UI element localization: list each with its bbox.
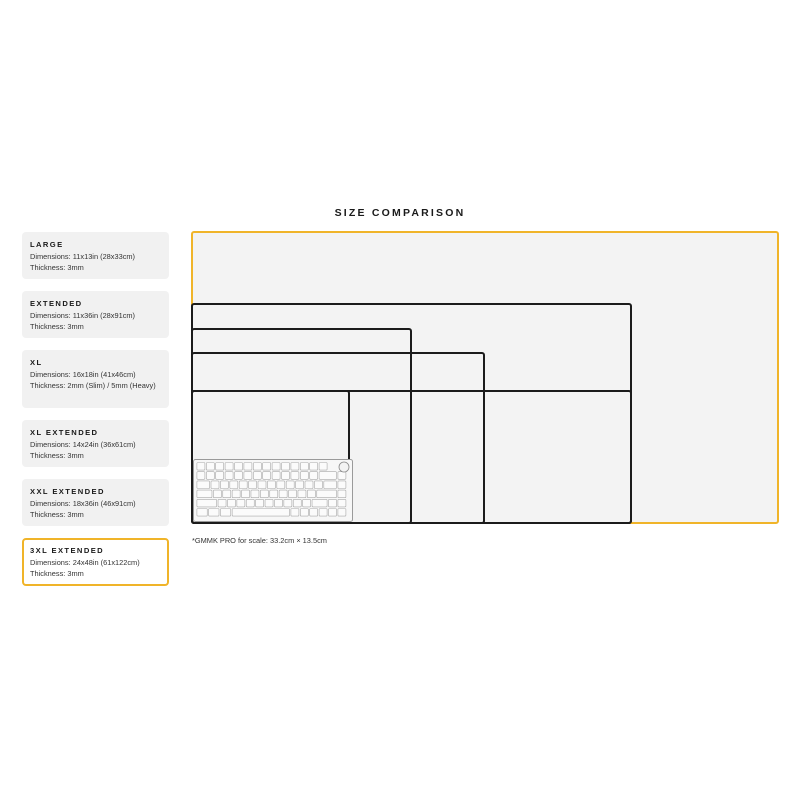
keycap <box>277 481 285 489</box>
size-option-xl[interactable] <box>22 350 169 408</box>
keycap <box>225 472 233 480</box>
size-option-name: XL <box>30 358 43 367</box>
keycap <box>307 490 315 498</box>
keycap <box>197 509 207 517</box>
size-comparison-title: SIZE COMPARISON <box>334 207 466 219</box>
keycap <box>291 509 299 517</box>
keycap <box>314 481 322 489</box>
keycap <box>197 481 210 489</box>
keycap <box>237 499 245 507</box>
keycap <box>220 481 228 489</box>
keycap <box>235 472 243 480</box>
size-option-thickness: Thickness: 3mm <box>30 322 84 332</box>
keycap <box>329 509 337 517</box>
keycap <box>239 481 247 489</box>
keycap <box>253 463 261 471</box>
keycap <box>272 463 280 471</box>
size-option-dimensions: Dimensions: 18x36in (46x91cm) <box>30 499 136 509</box>
keycap <box>258 481 266 489</box>
keycap <box>303 499 311 507</box>
size-option-name: EXTENDED <box>30 299 83 308</box>
keycap <box>338 509 346 517</box>
keycap <box>310 509 318 517</box>
scale-footnote: *GMMK PRO for scale: 33.2cm × 13.5cm <box>192 536 327 545</box>
keycap <box>284 499 292 507</box>
keycap <box>230 481 238 489</box>
keycap <box>209 509 219 517</box>
keycap <box>319 472 336 480</box>
keycap <box>282 472 290 480</box>
size-option-xxl-extended[interactable] <box>22 479 169 526</box>
size-option-thickness: Thickness: 2mm (Slim) / 5mm (Heavy) <box>30 381 156 391</box>
keycap <box>232 509 289 517</box>
size-option-dimensions: Dimensions: 24x48in (61x122cm) <box>30 558 140 568</box>
keycap <box>253 472 261 480</box>
keycap <box>312 499 327 507</box>
keycap <box>242 490 250 498</box>
keycap <box>274 499 282 507</box>
keycap <box>244 472 252 480</box>
keycap <box>216 463 224 471</box>
keycap <box>291 472 299 480</box>
keycap <box>197 490 212 498</box>
size-option-extended[interactable] <box>22 291 169 338</box>
keycap <box>310 463 318 471</box>
keycap <box>263 472 271 480</box>
keycap <box>232 490 240 498</box>
keycap <box>324 481 337 489</box>
keycap <box>218 499 226 507</box>
keycap <box>267 481 275 489</box>
keycap <box>319 509 327 517</box>
keyboard-image <box>193 459 353 522</box>
size-option-thickness: Thickness: 3mm <box>30 510 84 520</box>
keycap <box>319 463 327 471</box>
keycap <box>286 481 294 489</box>
keycap <box>211 481 219 489</box>
keycap <box>223 490 231 498</box>
keycap <box>244 463 252 471</box>
size-option-dimensions: Dimensions: 11x13in (28x33cm) <box>30 252 136 262</box>
rotary-knob-icon <box>339 462 349 472</box>
keycap <box>235 463 243 471</box>
size-option-name: XXL EXTENDED <box>30 487 105 496</box>
keycap <box>317 490 337 498</box>
keycap <box>206 472 214 480</box>
keycap <box>329 499 337 507</box>
keycap <box>291 463 299 471</box>
size-option-dimensions: Dimensions: 11x36in (28x91cm) <box>30 311 136 321</box>
keycap <box>197 499 217 507</box>
keycap <box>197 463 205 471</box>
size-option-dimensions: Dimensions: 16x18in (41x46cm) <box>30 370 136 380</box>
keycap <box>300 463 308 471</box>
keycap <box>270 490 278 498</box>
keycap <box>338 499 346 507</box>
keycap <box>216 472 224 480</box>
keycap <box>213 490 221 498</box>
size-option-large[interactable] <box>22 232 169 279</box>
size-option-thickness: Thickness: 3mm <box>30 569 84 579</box>
keycap <box>282 463 290 471</box>
keycap <box>263 463 271 471</box>
size-option-dimensions: Dimensions: 14x24in (36x61cm) <box>30 440 136 450</box>
keycap <box>338 490 346 498</box>
keycap <box>298 490 306 498</box>
keycap <box>279 490 287 498</box>
keycap <box>225 463 233 471</box>
size-option-thickness: Thickness: 3mm <box>30 263 84 273</box>
size-option-name: LARGE <box>30 240 64 249</box>
keycap <box>305 481 313 489</box>
keycap <box>246 499 254 507</box>
keycap <box>338 481 346 489</box>
keycap <box>338 472 346 480</box>
keycap <box>256 499 264 507</box>
keycap <box>293 499 301 507</box>
size-option-thickness: Thickness: 3mm <box>30 451 84 461</box>
keycap <box>227 499 235 507</box>
keycap <box>197 472 205 480</box>
keycap <box>260 490 268 498</box>
size-option-3xl-extended[interactable] <box>22 538 169 586</box>
keycap <box>220 509 230 517</box>
size-option-xl-extended[interactable] <box>22 420 169 467</box>
keycap <box>289 490 297 498</box>
keycap <box>272 472 280 480</box>
keycap <box>206 463 214 471</box>
keycap <box>296 481 304 489</box>
keycap <box>300 509 308 517</box>
keycap <box>265 499 273 507</box>
keycap <box>300 472 308 480</box>
keycap <box>251 490 259 498</box>
size-option-name: 3XL EXTENDED <box>30 546 105 555</box>
size-option-name: XL EXTENDED <box>30 428 99 437</box>
keycap <box>249 481 257 489</box>
keycap <box>310 472 318 480</box>
